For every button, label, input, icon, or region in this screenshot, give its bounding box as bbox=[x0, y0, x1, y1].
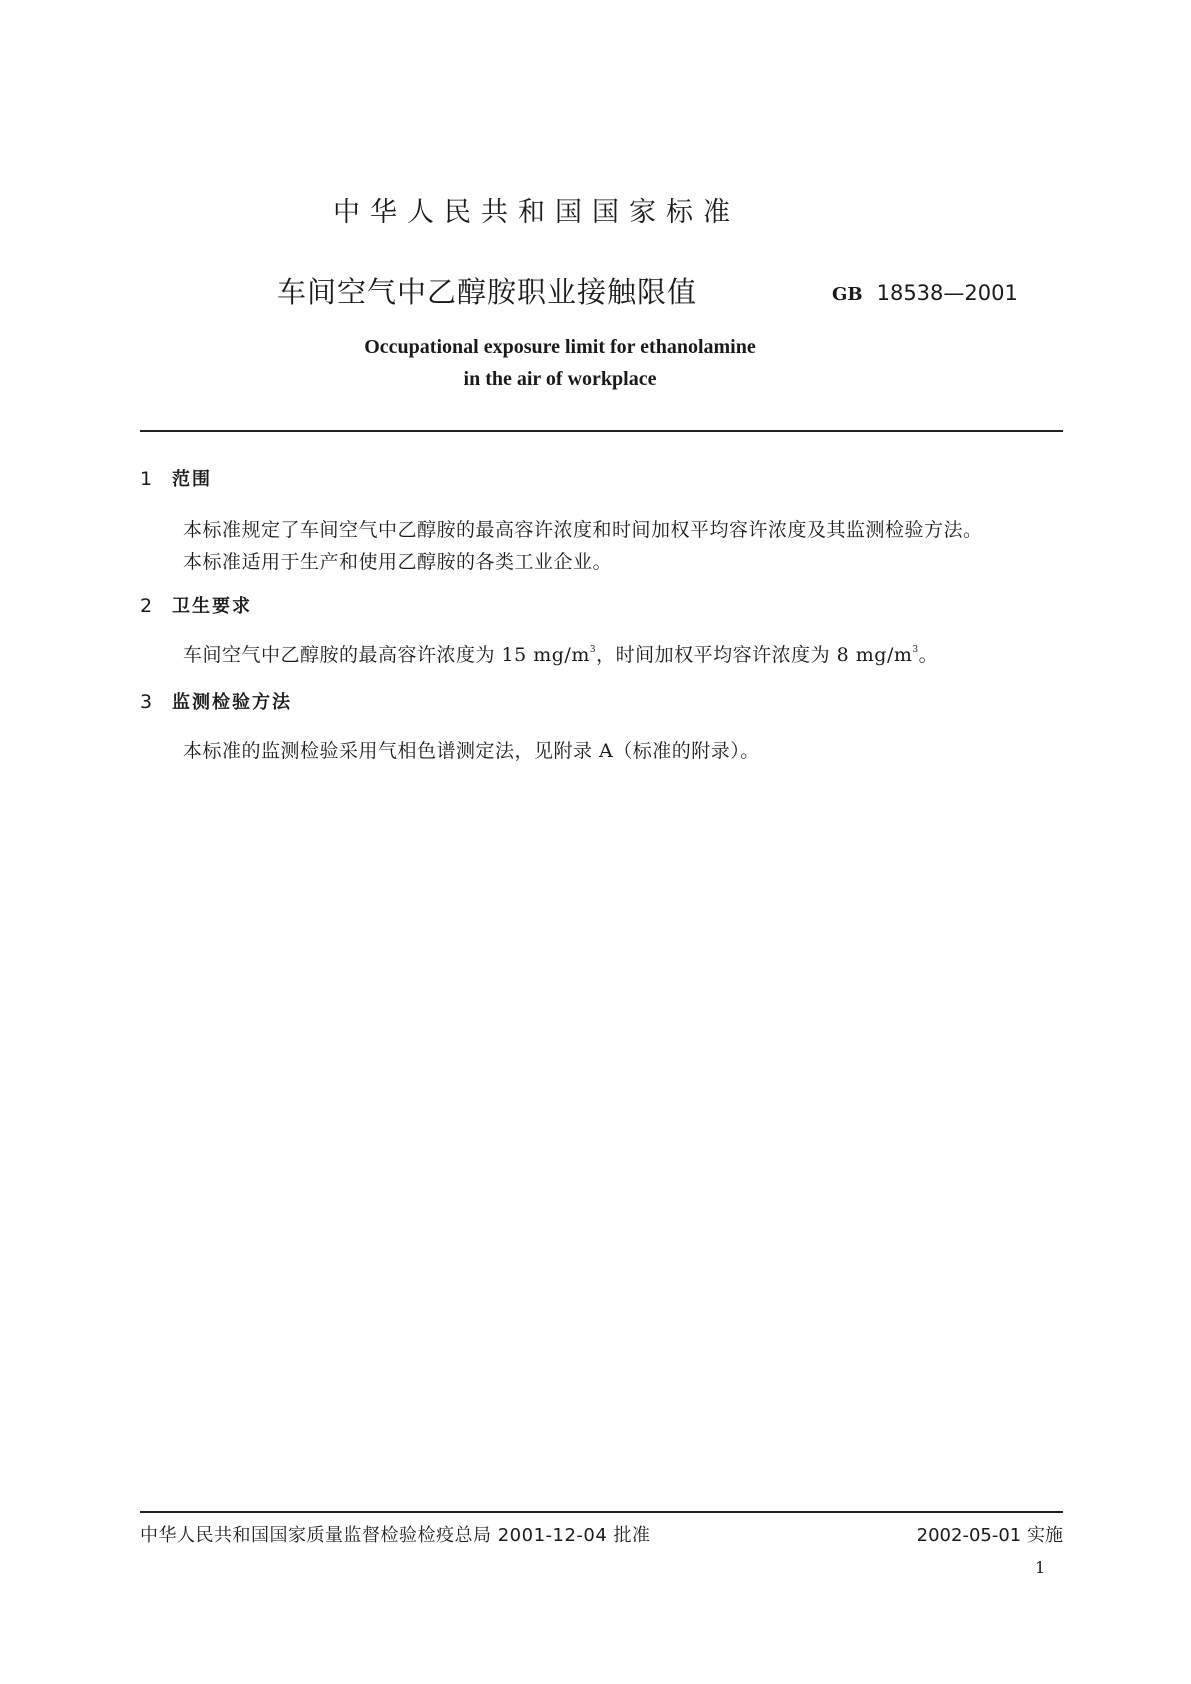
hygiene-requirements-paragraph bbox=[183, 640, 938, 667]
section-title: 范围 bbox=[172, 469, 212, 490]
document-title-english-line1: Occupational exposure limit for ethanolamine bbox=[364, 336, 756, 358]
section-title: 监测检验方法 bbox=[172, 692, 292, 713]
header-divider bbox=[140, 430, 1063, 432]
paragraph-text: 。 bbox=[918, 644, 939, 666]
approval-statement: 中华人民共和国国家质量监督检验检疫总局 2001-12-04 批准 bbox=[140, 1525, 651, 1546]
standard-code bbox=[832, 281, 1018, 305]
section-number: 3 bbox=[140, 691, 153, 713]
section-title: 卫生要求 bbox=[172, 596, 252, 617]
footer-divider bbox=[140, 1511, 1063, 1513]
page-number: 1 bbox=[1035, 1558, 1046, 1577]
scope-paragraph-1: 本标准规定了车间空气中乙醇胺的最高容许浓度和时间加权平均容许浓度及其监测检验方法。 bbox=[183, 519, 983, 541]
scope-paragraph-2: 本标准适用于生产和使用乙醇胺的各类工业企业。 bbox=[183, 551, 613, 573]
paragraph-text: ，时间加权平均容许浓度为 8 mg/m bbox=[596, 644, 913, 666]
test-method-paragraph: 本标准的监测检验采用气相色谱测定法，见附录 A（标准的附录）。 bbox=[183, 740, 760, 762]
document-title-english-line2: in the air of workplace bbox=[463, 368, 657, 390]
implementation-date: 2002-05-01 实施 bbox=[916, 1525, 1063, 1546]
superscript: 3 bbox=[912, 645, 919, 655]
document-title-chinese: 车间空气中乙醇胺职业接触限值 bbox=[277, 275, 698, 309]
section-number: 1 bbox=[140, 468, 153, 490]
section-heading-hygiene-requirements bbox=[140, 592, 252, 618]
standard-code-prefix: GB bbox=[832, 284, 863, 305]
standard-header: 中华人民共和国国家标准 bbox=[333, 197, 740, 228]
superscript: 3 bbox=[589, 645, 597, 655]
paragraph-text: 车间空气中乙醇胺的最高容许浓度为 15 mg/m bbox=[183, 644, 590, 666]
section-heading-scope bbox=[140, 465, 212, 491]
section-number: 2 bbox=[140, 595, 153, 617]
standard-code-number: 18538—2001 bbox=[876, 281, 1018, 305]
section-heading-test-method bbox=[140, 688, 292, 714]
